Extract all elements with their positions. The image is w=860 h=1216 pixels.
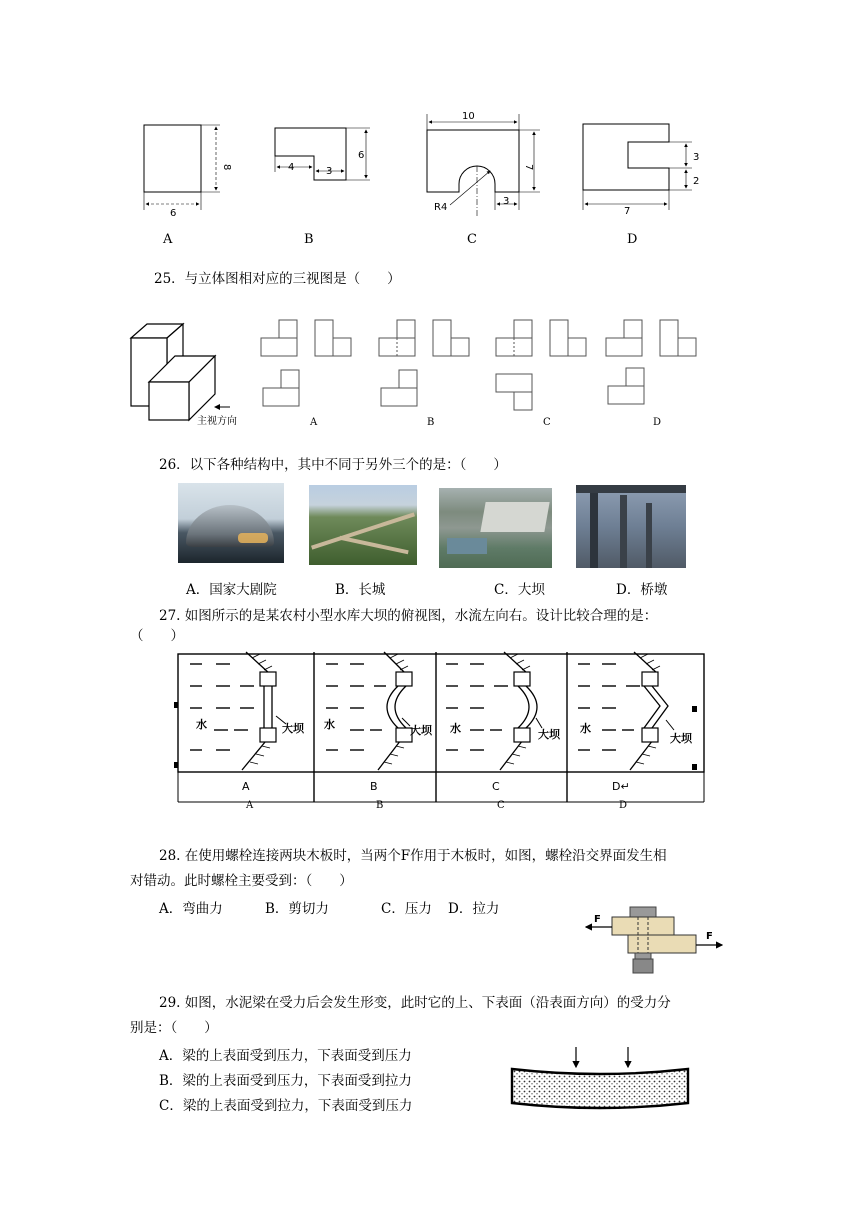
fig-b-height: 6 (358, 150, 365, 161)
fig-c-height: 7 (523, 164, 534, 171)
dam-label-a: 大坝 (282, 722, 304, 735)
q27-text-line2: （ ） (130, 628, 184, 644)
q28-option-d: D．拉力 (448, 901, 500, 917)
q26-text: 26．以下各种结构中，其中不同于另外三个的是：（ ） (159, 457, 507, 473)
photo-great-wall (309, 485, 417, 565)
dam-inner-label-d: D↵ (612, 780, 630, 793)
q27-dam-figure (174, 650, 709, 806)
q25-option-c: C (543, 417, 551, 428)
q25-option-d: D (653, 417, 662, 428)
q25-options-drawings (255, 312, 705, 412)
dam-inner-label-a: A (242, 780, 250, 793)
water-label-c: 水 (450, 722, 461, 735)
water-label-b: 水 (324, 718, 335, 731)
photo-national-theater (178, 483, 284, 563)
q27-outer-label-a: A (246, 800, 254, 811)
river-banks (242, 652, 658, 770)
fig-a-height: 8 (221, 164, 232, 171)
fig-label-d: D (627, 232, 638, 247)
bank-hatching (250, 654, 660, 764)
figure-a (144, 125, 220, 210)
q29-text-line1: 29. 如图，水泥梁在受力后会发生形变，此时它的上、下表面（沿表面方向）的受力分 (159, 995, 671, 1011)
q25-option-b: B (427, 417, 435, 428)
water-dashes (190, 664, 640, 750)
fig-c-top: 10 (462, 111, 475, 122)
q28-option-a: A．弯曲力 (159, 901, 223, 917)
dam-label-d: 大坝 (670, 732, 692, 745)
photo-dam (439, 488, 552, 568)
fig-b-left: 4 (288, 162, 295, 173)
q26-option-a: A．国家大剧院 (186, 582, 277, 598)
q28-option-c: C．压力 (381, 901, 432, 917)
q29-option-a: A．梁的上表面受到压力，下表面受到压力 (159, 1048, 412, 1064)
q27-outer-label-c: C (497, 800, 505, 811)
force-label-right: F (706, 931, 713, 942)
q29-option-b: B．梁的上表面受到压力，下表面受到拉力 (159, 1073, 412, 1089)
q28-text-line2: 对错动。此时螺栓主要受到：（ ） (130, 873, 353, 889)
photo-bridge-pier (576, 485, 686, 568)
fig-label-a: A (163, 232, 173, 247)
q26-option-d: D．桥墩 (616, 582, 668, 598)
dam-inner-label-b: B (370, 780, 378, 793)
q27-text-line1: 27. 如图所示的是某农村小型水库大坝的俯视图，水流左向右。设计比较合理的是： (159, 608, 658, 624)
fig-d-width: 7 (624, 206, 631, 217)
fig-b-right: 3 (326, 166, 333, 177)
q26-option-c: C．大坝 (494, 582, 545, 598)
q28-text-line1: 28. 在使用螺栓连接两块木板时，当两个F作用于木板时，如图，螺栓沿交界面发生相 (159, 848, 667, 864)
q25-option-a: A (310, 417, 318, 428)
fig-c-radius: R4 (434, 202, 448, 213)
dam-label-c: 大坝 (538, 728, 560, 741)
q25-text: 25．与立体图相对应的三视图是（ ） (154, 271, 401, 287)
view-direction-label: 主视方向 (197, 416, 237, 427)
fig-label-c: C (467, 232, 477, 247)
dam-pointers (276, 716, 674, 730)
q26-option-b: B．长城 (335, 582, 386, 598)
force-label-left: F (594, 914, 601, 925)
q28-option-b: B．剪切力 (265, 901, 329, 917)
water-label-a: 水 (196, 718, 207, 731)
fig-d-slot: 3 (693, 152, 700, 163)
q28-bolt-figure (582, 905, 727, 980)
q29-option-c: C．梁的上表面受到拉力，下表面受到压力 (159, 1098, 413, 1114)
q29-beam-figure (508, 1045, 693, 1110)
dam-label-b: 大坝 (410, 724, 432, 737)
fig-d-lower: 2 (693, 176, 700, 187)
fig-c-bottom: 3 (503, 196, 510, 207)
q29-text-line2: 别是：（ ） (130, 1020, 218, 1036)
water-label-d: 水 (580, 722, 591, 735)
q27-outer-label-b: B (376, 800, 384, 811)
fig-label-b: B (304, 232, 314, 247)
figure-d (583, 124, 692, 210)
q25-solid-figure (125, 318, 255, 430)
dam-inner-label-c: C (492, 780, 500, 793)
q27-outer-label-d: D (619, 800, 628, 811)
fig-a-width: 6 (170, 208, 177, 219)
